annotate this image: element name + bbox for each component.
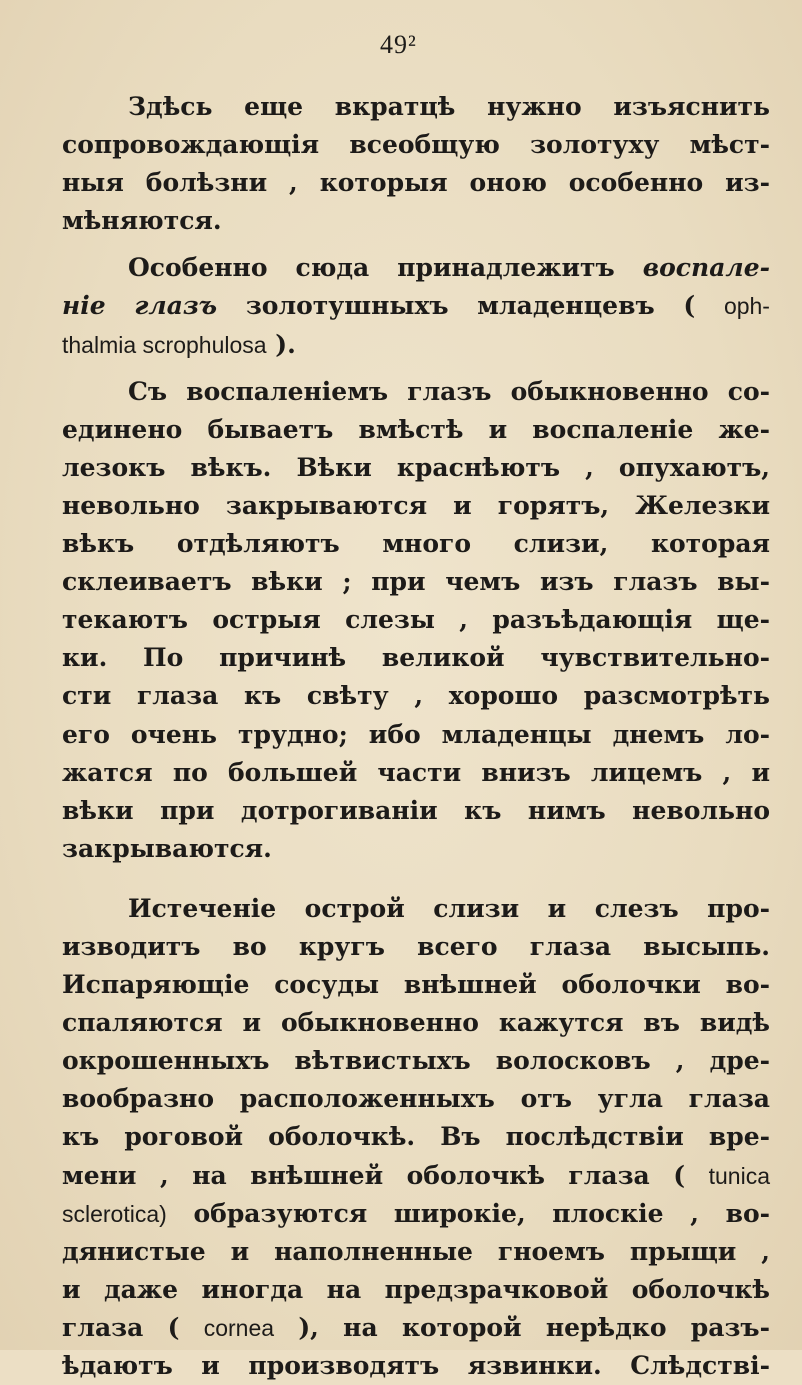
italic-term: воспале- [642, 253, 770, 283]
text-run: глаза ( [62, 1312, 180, 1342]
text-line: дянистые и наполненные гноемъ прыщи , [62, 1236, 770, 1266]
paragraph-gap [62, 240, 770, 249]
text-line: единено бываетъ вмѣстѣ и воспаленіе же- [62, 414, 770, 444]
latin-term: sclerotica) [62, 1200, 167, 1227]
text-line [62, 1157, 770, 1195]
paragraph-gap [62, 868, 770, 890]
text-run: ), на которой нерѣдко разъ- [298, 1312, 770, 1342]
page-body [62, 88, 770, 1385]
text-line [62, 1309, 770, 1347]
text-line: невольно закрываются и горятъ, Железки [62, 490, 770, 520]
text-line: Испаряющіе сосуды внѣшней оболочки во- [62, 970, 770, 1000]
text-line: лезокъ вѣкъ. Вѣки краснѣютъ , опухаютъ, [62, 452, 770, 482]
text-run: мени , на внѣшней оболочкѣ глаза ( [62, 1160, 686, 1190]
text-line: Здѣсь еще вкратцѣ нужно изъяснить [128, 92, 770, 121]
latin-term: thalmia scrophulosa [62, 331, 267, 358]
text-line: сопровождающія всеобщую золотуху мѣст- [62, 130, 770, 160]
text-line: и даже иногда на предзрачковой оболочкѣ [62, 1274, 770, 1304]
text-line: Съ воспаленіемъ глазъ обыкновенно со- [128, 376, 770, 406]
text-line: склеиваетъ вѣки ; при чемъ изъ глазъ вы- [62, 567, 770, 597]
text-line [62, 1195, 770, 1233]
text-line: вѣкъ отдѣляютъ много слизи, которая [62, 529, 770, 559]
italic-term: ніе глазъ [62, 291, 218, 321]
text-line: закрываются. [62, 833, 272, 863]
latin-term: tunica [708, 1162, 770, 1189]
text-line: его очень трудно; ибо младенцы днемъ ло- [62, 719, 770, 749]
text-line [62, 326, 770, 364]
text-run: образуются широкіе, плоскіе , во- [193, 1198, 770, 1228]
text-line: вѣки при дотрогиваніи къ нимъ невольно [62, 795, 770, 825]
text-line: спаляются и обыкновенно кажутся въ видѣ [62, 1008, 770, 1038]
text-line: къ роговой оболочкѣ. Въ послѣдствіи вре- [62, 1122, 770, 1152]
text-line: ѣдаютъ и производятъ язвинки. Слѣдствi- [62, 1351, 770, 1380]
text-line [62, 249, 770, 287]
text-run: ). [275, 329, 296, 359]
text-line: Истеченіе острой слизи и слезъ про- [128, 893, 770, 923]
text-line: сти глаза къ свѣту , хорошо разсмотрѣть [62, 681, 770, 711]
text-line: ки. По причинѣ великой чувствительно- [62, 643, 770, 673]
latin-term: cornea [203, 1314, 275, 1341]
text-line: вообразно расположенныхъ отъ угла глаза [62, 1084, 770, 1114]
text-line: изводитъ во кругъ всего глаза высыпь. [62, 931, 770, 961]
text-line: текаютъ острыя слезы , разъѣдающія ще- [62, 605, 770, 635]
text-line [62, 287, 770, 325]
latin-term: oph- [723, 293, 770, 320]
text-line: мѣняются. [62, 206, 222, 236]
paragraph-gap [62, 364, 770, 373]
page-number: 49² [380, 30, 417, 59]
text-line: жатся по большей части внизъ лицемъ , и [62, 757, 770, 787]
text-line: ныя болѣзни , которыя оною особенно из- [62, 168, 770, 198]
text-run: золотушныхъ младенцевъ ( [245, 291, 696, 321]
text-run: Особенно сюда принадлежитъ [128, 253, 615, 283]
text-line: окрошенныхъ вѣтвистыхъ волосковъ , дре- [62, 1046, 770, 1076]
